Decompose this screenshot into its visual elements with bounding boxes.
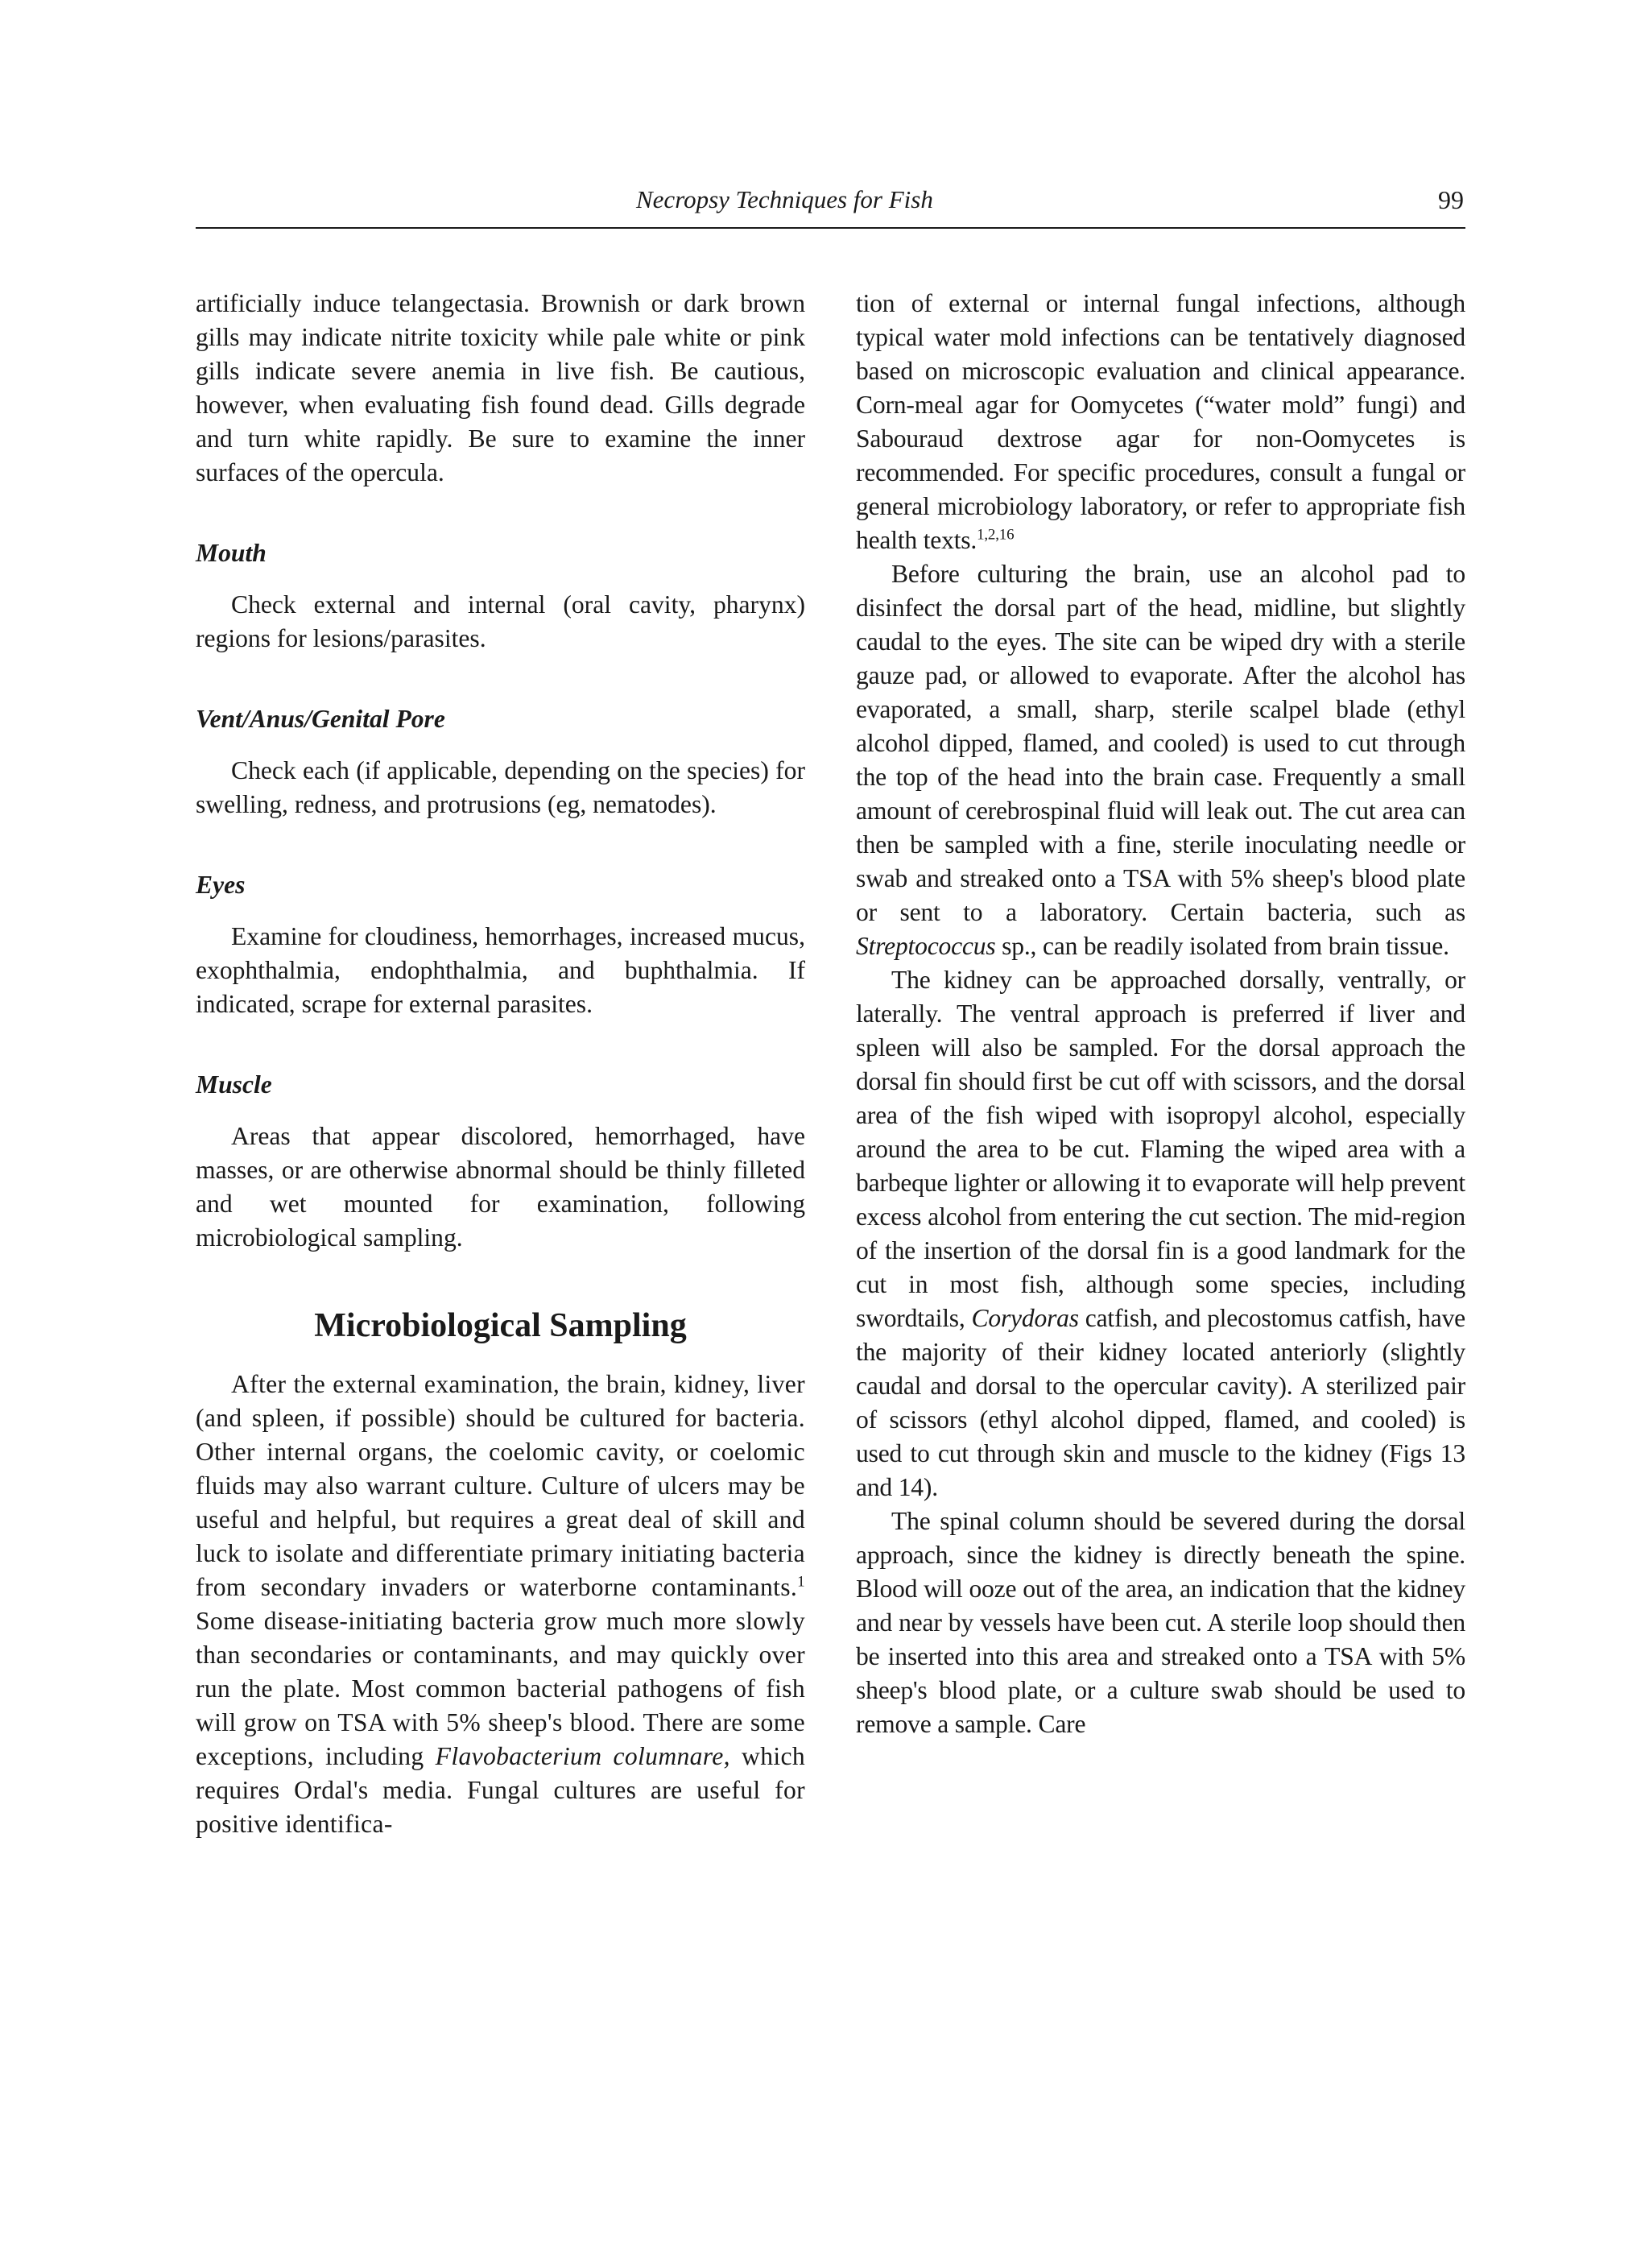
microbiological-text-2: Some disease-initiating bacteria grow much more slowly than secondaries or contaminants, and may quickly over run the plate. Most common bacterial pathogens of fish will grow on TSA with 5% sheep's blood. There are some exceptions, including <box>196 1607 805 1770</box>
microbiological-paragraph <box>196 1368 805 1841</box>
section-title-microbiological-sampling: Microbiological Sampling <box>314 1307 687 1344</box>
mouth-paragraph: Check external and internal (oral cavity, pharynx) regions for lesions/parasites. <box>196 590 805 652</box>
header-rule <box>196 227 1465 229</box>
fungal-paragraph <box>856 287 1465 557</box>
mouth-heading: Mouth <box>196 539 267 567</box>
citation-superscript: 1 <box>797 1573 805 1591</box>
brain-text-2: sp., can be readily isolated from brain tissue. <box>995 932 1449 960</box>
vent-paragraph: Check each (if applicable, depending on the species) for swelling, redness, and protrusions (eg, nematodes). <box>196 756 805 818</box>
eyes-paragraph: Examine for cloudiness, hemorrhages, increased mucus, exophthalmia, endophthalmia, and buphthalmia. If indicated, scrape for external parasites. <box>196 922 805 1018</box>
microbiological-text-1: After the external examination, the brain, kidney, liver (and spleen, if possible) should be cultured for bacteria. Other internal organs, the coelomic cavity, or coelomic fluids may also warrant culture. Culture of ulcers may be useful and helpful, but requires a great deal of skill and luck to isolate and differentiate primary initiating bacteria from secondary invaders or waterborne contaminants. <box>196 1370 805 1601</box>
kidney-approach-paragraph <box>856 963 1465 1504</box>
brain-text-1: Before culturing the brain, use an alcohol pad to disinfect the dorsal part of the head, midline, but slightly caudal to the eyes. The site can be wiped dry with a sterile gauze pad, or allowed to evaporate. After the alcohol has evaporated, a small, sharp, sterile scalpel blade (ethyl alcohol dipped, flamed, and cooled) is used to cut through the top of the head into the brain case. Frequently a small amount of cerebrospinal fluid will leak out. The cut area can then be sampled with a fine, sterile inoculating needle or swab and streaked onto a TSA with 5% sheep's blood plate or sent to a laboratory. Certain bacteria, such as <box>856 560 1465 926</box>
brain-culture-paragraph <box>856 557 1465 963</box>
species-name: Corydoras <box>971 1304 1079 1332</box>
spinal-column-paragraph: The spinal column should be severed during the dorsal approach, since the kidney is directly beneath the spine. Blood will ooze out of the area, an indication that the kidney and near by vessels have been cut. A sterile loop should then be inserted into this area and streaked onto a TSA with 5% sheep's blood plate, or a culture swab should be used to remove a sample. Care <box>856 1507 1465 1738</box>
kidney-text-2: catfish, and plecostomus catfish, have the majority of their kidney located anteriorly (slightly caudal and dorsal to the opercular cavity). A sterilized pair of scissors (ethyl alcohol dipped, flamed, and cooled) is used to cut through skin and muscle to the kidney (Figs 13 and 14). <box>856 1304 1465 1501</box>
right-column <box>856 287 1465 1741</box>
kidney-text-1: The kidney can be approached dorsally, ventrally, or laterally. The ventral approach is preferred if liver and spleen will also be sampled. For the dorsal approach the dorsal fin should first be cut off with scissors, and the dorsal area of the fish wiped with isopropyl alcohol, especially around the area to be cut. Flaming the wiped area with a barbeque lighter or allowing it to evaporate will help prevent excess alcohol from entering the cut section. The mid-region of the insertion of the dorsal fin is a good landmark for the cut in most fish, although some species, including swordtails, <box>856 966 1466 1332</box>
gills-continuation-paragraph: artificially induce telangectasia. Brownish or dark brown gills may indicate nitrite toxicity while pale white or pink gills indicate severe anemia in live fish. Be cautious, however, when evaluating fish found dead. Gills degrade and turn white rapidly. Be sure to examine the inner surfaces of the opercula. <box>196 289 805 486</box>
microbiological-text-3: which requires Ordal's media. Fungal cultures are useful for positive identifica- <box>196 1742 805 1838</box>
muscle-paragraph: Areas that appear discolored, hemorrhaged, have masses, or are otherwise abnormal should be thinly filleted and wet mounted for examination, following microbiological sampling. <box>196 1122 805 1252</box>
left-column <box>196 287 805 1841</box>
species-name: Flavobacterium columnare, <box>435 1742 730 1770</box>
vent-heading: Vent/Anus/Genital Pore <box>196 705 445 733</box>
species-name: Streptococcus <box>856 932 996 960</box>
muscle-heading: Muscle <box>196 1070 272 1099</box>
eyes-heading: Eyes <box>196 871 246 899</box>
running-title: Necropsy Techniques for Fish <box>636 185 933 213</box>
fungal-text: tion of external or internal fungal infections, although typical water mold infections can be tentatively diagnosed based on microscopic evaluation and clinical appearance. Corn-meal agar for Oomycetes (“water mold” fungi) and Sabouraud dextrose agar for non-Oomycetes is recommended. For specific procedures, consult a fungal or general microbiology laboratory, or refer to appropriate fish health texts. <box>856 289 1465 554</box>
page-number: 99 <box>1438 185 1464 214</box>
citation-superscript: 1,2,16 <box>977 526 1015 544</box>
